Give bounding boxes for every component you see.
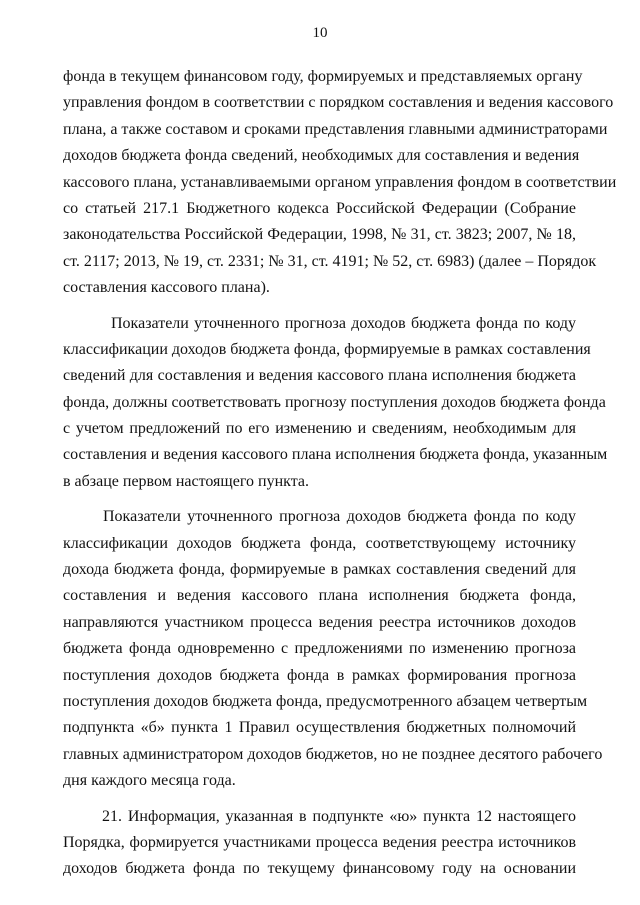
text-line: Показатели уточненного прогноза доходов бюджета фонда по коду [111,314,576,332]
paragraph-1 [63,64,617,302]
paragraph-3 [63,504,603,794]
text-line: доходов бюджета фонда по текущему финансовому году на основании [63,860,576,878]
text-line: фонда в текущем финансовом году, формируемых и представляемых органу [63,68,583,85]
text-line: главных администратором доходов бюджетов, но не позднее десятого рабочего [63,745,603,763]
text-line: классификации доходов бюджета фонда, соответствующему источнику [63,534,576,552]
text-line: классификации доходов бюджета фонда, формируемые в рамках составления [63,340,591,358]
text-line: составления и ведения кассового плана исполнения бюджета фонда, указанным [63,446,608,464]
text-line: Порядка, формируется участниками процесса ведения реестра источников [63,833,576,851]
text-line: дня каждого месяца года. [63,772,236,790]
text-line: в абзаце первом настоящего пункта. [63,472,309,490]
page-number: 10 [312,25,328,41]
document-body [63,64,617,883]
text-line: составления и ведения кассового плана исполнения бюджета фонда, [63,587,576,605]
text-line: 21. Информация, указанная в подпункте «ю» пункта 12 настоящего [102,807,576,825]
text-line: сведений для составления и ведения кассового плана исполнения бюджета [63,367,576,385]
text-line: управления фондом в соответствии с порядком составления и ведения кассового [63,94,614,112]
text-line: со статьей 217.1 Бюджетного кодекса Российской Федерации (Собрание [63,199,576,217]
text-line: направляются участником процесса ведения реестра источников доходов [63,613,576,631]
text-line: поступления доходов бюджета фонда, предусмотренного абзацем четвертым [63,692,588,710]
text-line: кассового плана, устанавливаемыми органом управления фондом в соответствии [63,173,617,191]
text-line: фонда, должны соответствовать прогнозу поступления доходов бюджета фонда [63,393,606,411]
text-line: составления кассового плана). [63,279,270,297]
text-line: подпункта «б» пункта 1 Правил осуществления бюджетных полномочий [63,719,576,737]
text-line: плана, а также составом и сроками представления главными администраторами [63,120,608,138]
paragraph-4 [63,804,576,883]
text-line: бюджета фонда одновременно с предложениями по изменению прогноза [63,640,576,658]
paragraph-2 [63,311,608,496]
text-line: Показатели уточненного прогноза доходов бюджета фонда по коду [103,508,576,526]
text-line: дохода бюджета фонда, формируемые в рамках составления сведений для [63,561,576,579]
text-line: с учетом предложений по его изменению и сведениям, необходимым для [63,420,576,438]
text-line: законодательства Российской Федерации, 1998, № 31, ст. 3823; 2007, № 18, [63,226,576,244]
text-line: поступления доходов бюджета фонда в рамках формирования прогноза [63,666,576,684]
text-line: доходов бюджета фонда сведений, необходимых для составления и ведения [63,147,580,165]
text-line: ст. 2117; 2013, № 19, ст. 2331; № 31, ст. 4191; № 52, ст. 6983) (далее – Порядок [63,252,597,270]
